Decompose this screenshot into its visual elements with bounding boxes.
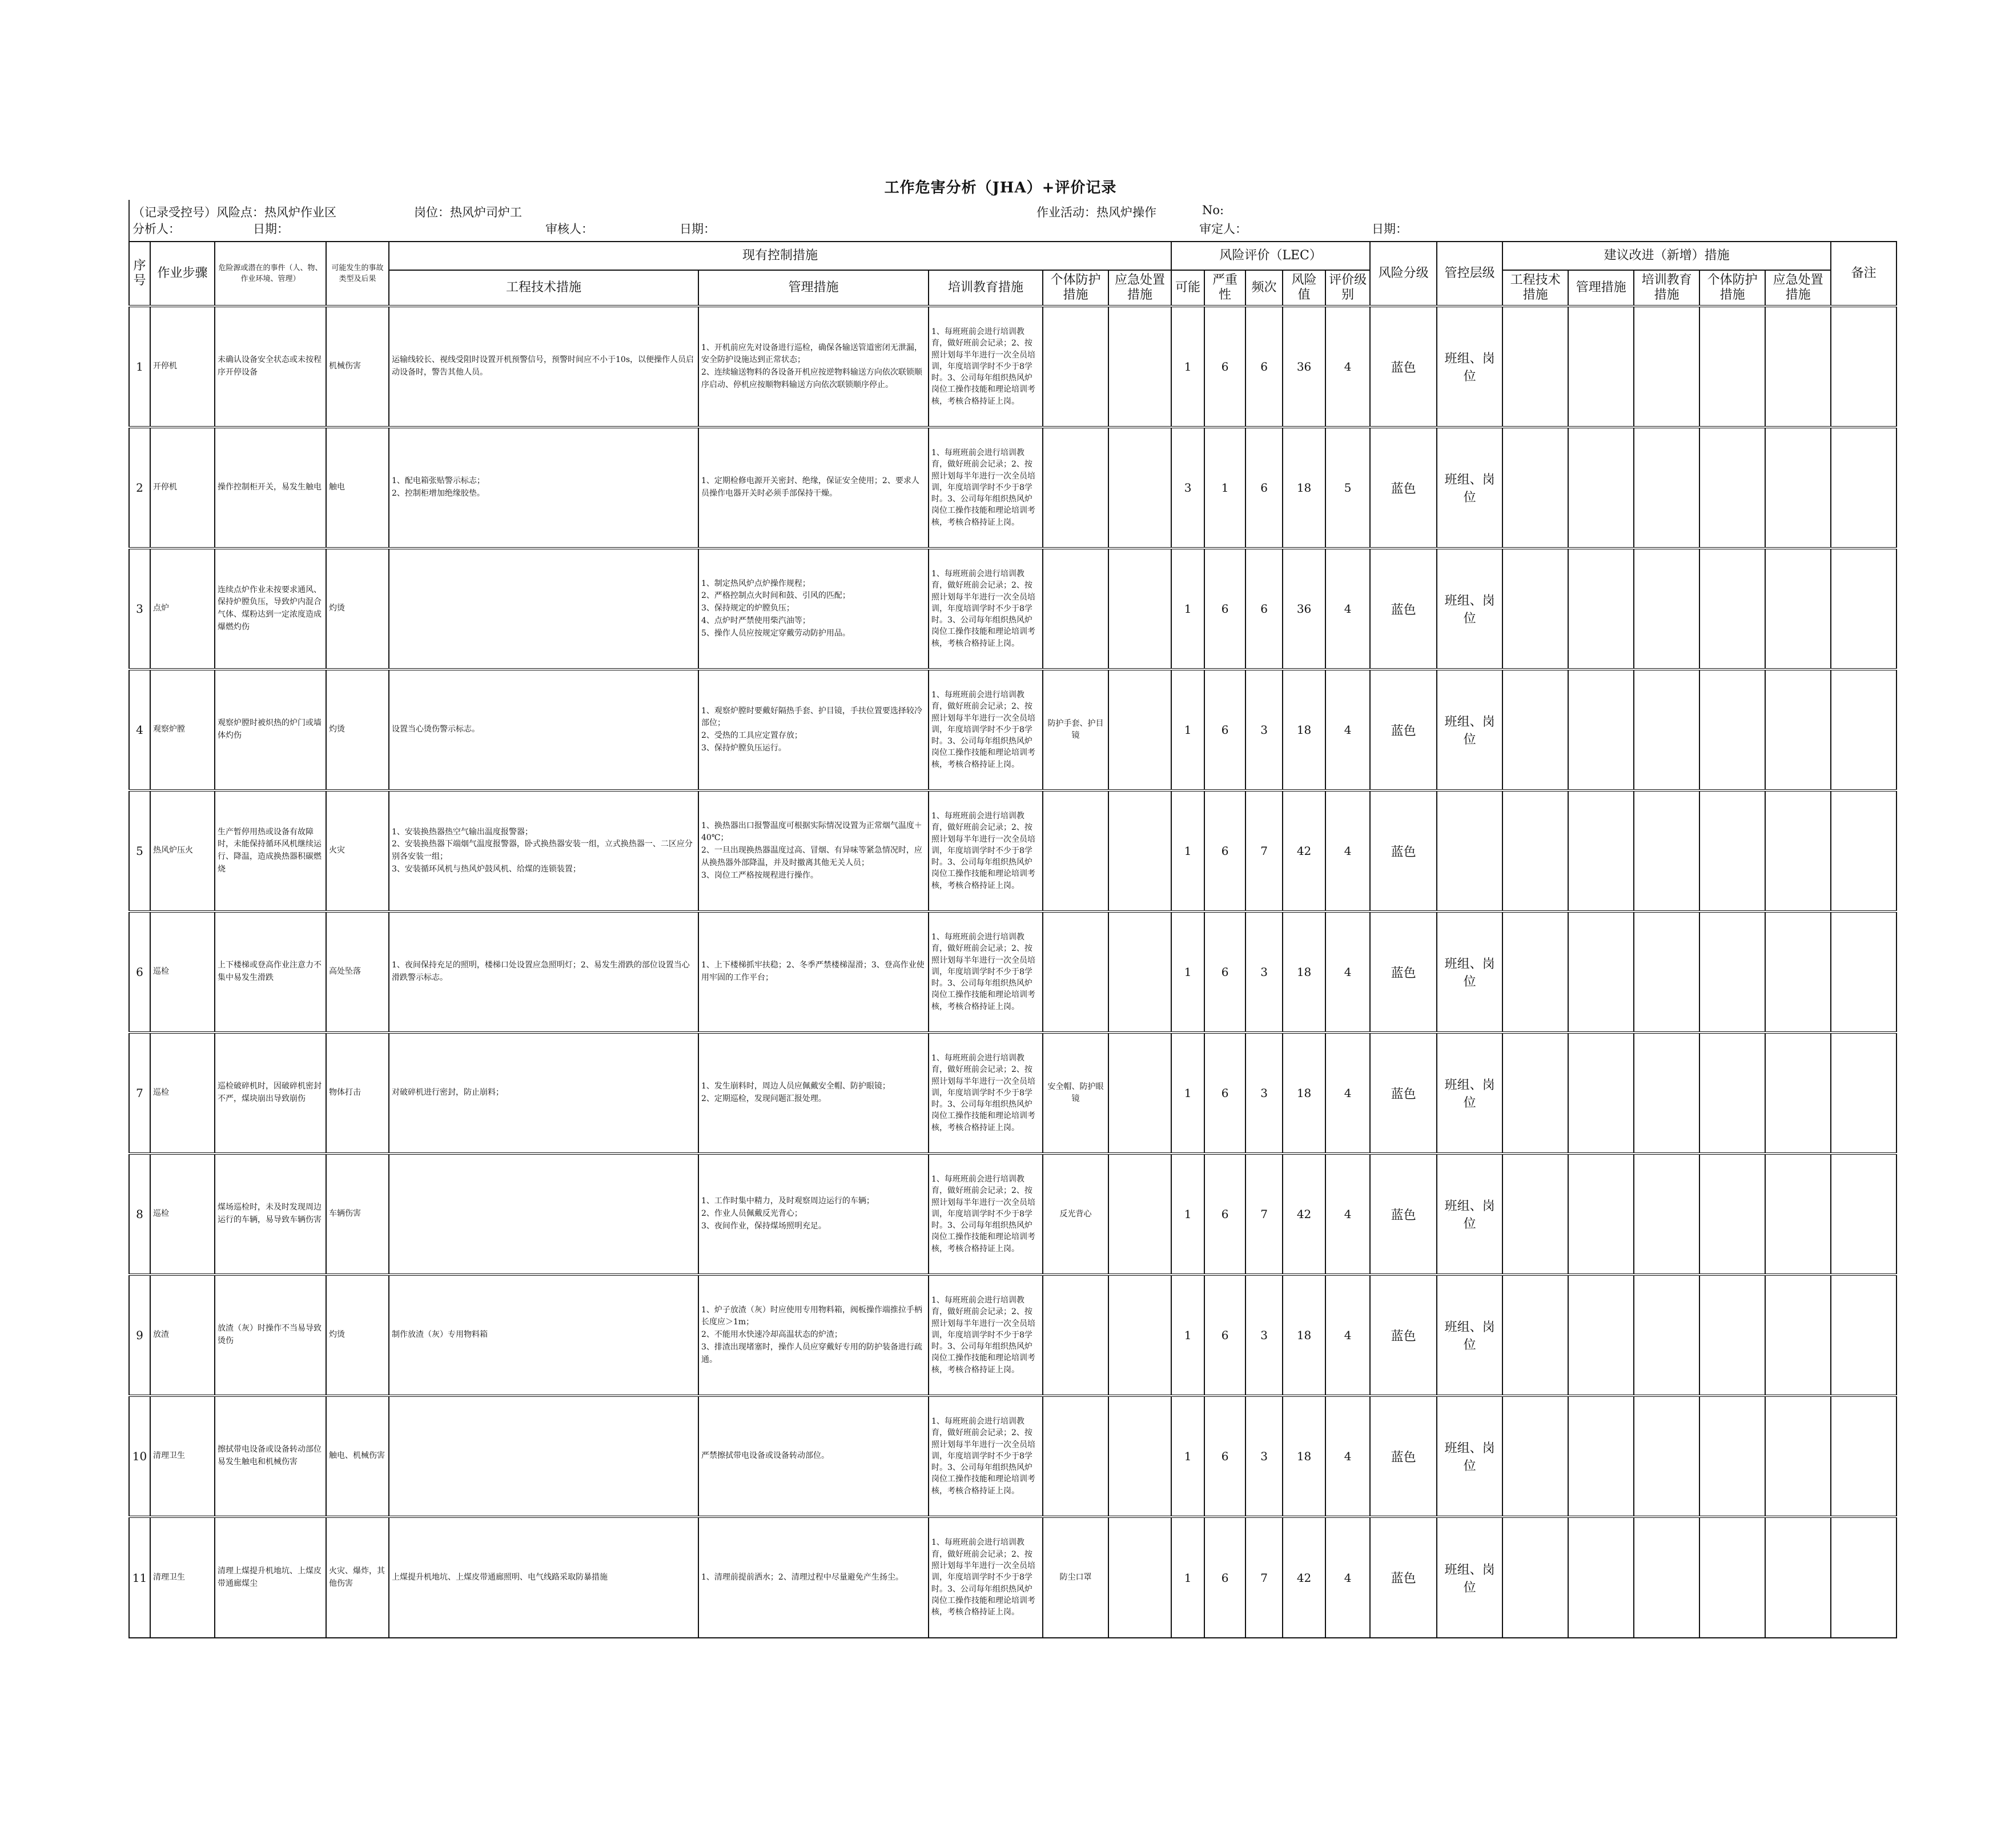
engineering-measures-cell: 设置当心烫伤警示标志。 [389,669,698,790]
activity-value: 热风炉操作 [1096,206,1156,219]
step-cell: 巡检 [150,1154,215,1275]
management-measures-cell: 1、清理前提前洒水；2、清理过程中尽量避免产生扬尘。 [698,1517,929,1638]
header-improve-emergency: 应急处置措施 [1765,270,1831,306]
hazard-cell: 清理上煤提升机地坑、上煤皮带通廊煤尘 [215,1517,326,1638]
risk-value-cell: 42 [1283,1517,1325,1638]
emergency-cell [1108,911,1171,1033]
risk-level-cell: 蓝色 [1370,1033,1437,1154]
frequency-cell: 6 [1245,427,1283,548]
risk-value-cell: 18 [1283,427,1325,548]
seq-cell: 1 [129,306,150,427]
improve-management-cell [1568,548,1634,669]
training-measures-cell: 1、每班班前会进行培训教育，做好班前会记录；2、按照计划每半年进行一次全员培训，年度培训学时不少于8学时。3、公司每年组织热风炉岗位工操作技能和理论培训考核，考核合格持证上岗。 [929,427,1043,548]
training-measures-cell: 1、每班班前会进行培训教育，做好班前会记录；2、按照计划每半年进行一次全员培训，年度培训学时不少于8学时。3、公司每年组织热风炉岗位工操作技能和理论培训考核，考核合格持证上岗。 [929,669,1043,790]
ppe-cell: 安全帽、防护眼镜 [1043,1033,1108,1154]
analyst-label: 分析人： [132,222,180,236]
improve-management-cell [1568,1396,1634,1517]
remarks-cell [1831,1033,1896,1154]
control-level-cell: 班组、岗位 [1437,548,1502,669]
likelihood-cell: 1 [1171,548,1204,669]
header-existing-emergency: 应急处置措施 [1108,270,1171,306]
risk-value-cell: 42 [1283,1154,1325,1275]
improve-management-cell [1568,790,1634,911]
severity-cell: 6 [1204,1517,1245,1638]
table-row [129,669,1896,790]
grade-cell: 4 [1325,669,1370,790]
hazard-cell: 巡检破碎机时，因破碎机密封不严，煤块崩出导致崩伤 [215,1033,326,1154]
emergency-cell [1108,1154,1171,1275]
header-improve-management: 管理措施 [1568,270,1634,306]
improve-emergency-cell [1765,669,1831,790]
grade-cell: 4 [1325,1033,1370,1154]
header-seq: 序号 [129,242,150,306]
control-level-cell [1437,790,1502,911]
step-cell: 放渣 [150,1275,215,1396]
improve-emergency-cell [1765,1033,1831,1154]
seq-cell: 4 [129,669,150,790]
engineering-measures-cell [389,1396,698,1517]
step-cell: 开停机 [150,306,215,427]
improve-emergency-cell [1765,911,1831,1033]
risk-level-cell: 蓝色 [1370,1154,1437,1275]
table-row [129,790,1896,911]
severity-cell: 6 [1204,790,1245,911]
table-row [129,911,1896,1033]
improve-management-cell [1568,911,1634,1033]
grade-cell: 4 [1325,306,1370,427]
improve-emergency-cell [1765,1154,1831,1275]
remarks-cell [1831,1154,1896,1275]
step-cell: 巡检 [150,911,215,1033]
engineering-measures-cell: 对破碎机进行密封，防止崩料； [389,1033,698,1154]
likelihood-cell: 1 [1171,1396,1204,1517]
improve-training-cell [1634,306,1699,427]
ppe-cell [1043,911,1108,1033]
frequency-cell: 7 [1245,1517,1283,1638]
improve-emergency-cell [1765,1396,1831,1517]
grade-cell: 4 [1325,548,1370,669]
improve-ppe-cell [1699,1033,1765,1154]
training-measures-cell: 1、每班班前会进行培训教育，做好班前会记录；2、按照计划每半年进行一次全员培训，年度培训学时不少于8学时。3、公司每年组织热风炉岗位工操作技能和理论培训考核，考核合格持证上岗。 [929,1033,1043,1154]
frequency-cell: 6 [1245,548,1283,669]
risk-value-cell: 42 [1283,790,1325,911]
management-measures-cell: 严禁擦拭带电设备或设备转动部位。 [698,1396,929,1517]
severity-cell: 6 [1204,548,1245,669]
improve-emergency-cell [1765,548,1831,669]
control-level-cell: 班组、岗位 [1437,1033,1502,1154]
table-row [129,306,1896,427]
ppe-cell [1043,306,1108,427]
consequence-cell: 触电、机械伤害 [326,1396,389,1517]
date3-label: 日期： [1372,222,1408,236]
emergency-cell [1108,1396,1171,1517]
seq-cell: 5 [129,790,150,911]
risk-level-cell: 蓝色 [1370,669,1437,790]
frequency-cell: 3 [1245,669,1283,790]
improve-engineering-cell [1502,790,1568,911]
hazard-cell: 上下楼梯或登高作业注意力不集中易发生滑跌 [215,911,326,1033]
left-rule [128,200,130,241]
control-level-cell: 班组、岗位 [1437,1517,1502,1638]
date2-label: 日期： [680,222,716,236]
improve-ppe-cell [1699,790,1765,911]
engineering-measures-cell [389,548,698,669]
frequency-cell: 7 [1245,790,1283,911]
engineering-measures-cell: 1、配电箱张贴警示标志； 2、控制柜增加绝缘胶垫。 [389,427,698,548]
ppe-cell [1043,548,1108,669]
consequence-cell: 触电 [326,427,389,548]
header-lec-severity: 严重性 [1204,270,1245,306]
header-lec-grade: 评价级别 [1325,270,1370,306]
activity-label: 作业活动： [1036,206,1096,219]
hazard-cell: 连续点炉作业未按要求通风、保持炉膛负压，导致炉内混合气体、煤粉达到一定浓度造成爆燃灼伤 [215,548,326,669]
likelihood-cell: 1 [1171,1275,1204,1396]
improve-management-cell [1568,1033,1634,1154]
step-cell: 清理卫生 [150,1517,215,1638]
frequency-cell: 3 [1245,1275,1283,1396]
hazard-cell: 煤场巡检时，未及时发现周边运行的车辆，易导致车辆伤害 [215,1154,326,1275]
risk-value-cell: 36 [1283,548,1325,669]
risk-level-cell: 蓝色 [1370,911,1437,1033]
remarks-cell [1831,1517,1896,1638]
frequency-cell: 3 [1245,1033,1283,1154]
risk-level-cell: 蓝色 [1370,1396,1437,1517]
improve-ppe-cell [1699,1396,1765,1517]
remarks-cell [1831,306,1896,427]
header-existing-engineering: 工程技术措施 [389,270,698,306]
consequence-cell: 机械伤害 [326,306,389,427]
table-row [129,427,1896,548]
likelihood-cell: 1 [1171,1154,1204,1275]
risk-point-value: 热风炉作业区 [264,206,336,219]
severity-cell: 6 [1204,669,1245,790]
header-existing-management: 管理措施 [698,270,929,306]
consequence-cell: 灼烫 [326,1275,389,1396]
severity-cell: 6 [1204,306,1245,427]
consequence-cell: 灼烫 [326,548,389,669]
emergency-cell [1108,669,1171,790]
severity-cell: 6 [1204,911,1245,1033]
risk-value-cell: 18 [1283,1396,1325,1517]
improve-engineering-cell [1502,1033,1568,1154]
header-improve-ppe: 个体防护措施 [1699,270,1765,306]
ppe-cell: 防尘口罩 [1043,1517,1108,1638]
grade-cell: 4 [1325,790,1370,911]
emergency-cell [1108,1275,1171,1396]
improve-engineering-cell [1502,1396,1568,1517]
improve-engineering-cell [1502,1275,1568,1396]
grade-cell: 4 [1325,1396,1370,1517]
management-measures-cell: 1、上下楼梯抓牢扶稳；2、冬季严禁楼梯湿滑；3、登高作业使用牢固的工作平台； [698,911,929,1033]
record-no: （记录受控号） [132,206,216,219]
control-level-cell: 班组、岗位 [1437,306,1502,427]
control-level-cell: 班组、岗位 [1437,427,1502,548]
emergency-cell [1108,548,1171,669]
emergency-cell [1108,1033,1171,1154]
risk-level-cell: 蓝色 [1370,548,1437,669]
seq-cell: 10 [129,1396,150,1517]
consequence-cell: 车辆伤害 [326,1154,389,1275]
emergency-cell [1108,1517,1171,1638]
management-measures-cell: 1、发生崩料时，周边人员应佩戴安全帽、防护眼镜； 2、定期巡检，发现问题汇报处理。 [698,1033,929,1154]
improve-emergency-cell [1765,306,1831,427]
ppe-cell: 防护手套、护目镜 [1043,669,1108,790]
improve-training-cell [1634,669,1699,790]
header-existing-ppe: 个体防护措施 [1043,270,1108,306]
hazard-cell: 操作控制柜开关，易发生触电 [215,427,326,548]
consequence-cell: 灼烫 [326,669,389,790]
likelihood-cell: 3 [1171,427,1204,548]
training-measures-cell: 1、每班班前会进行培训教育，做好班前会记录；2、按照计划每半年进行一次全员培训，年度培训学时不少于8学时。3、公司每年组织热风炉岗位工操作技能和理论培训考核，考核合格持证上岗。 [929,1154,1043,1275]
consequence-cell: 高处坠落 [326,911,389,1033]
no-field: No: [1202,203,1224,217]
table-row [129,1033,1896,1154]
remarks-cell [1831,790,1896,911]
risk-point-label: 风险点： [216,206,264,219]
header-lec-frequency: 频次 [1245,270,1283,306]
header-remarks: 备注 [1831,242,1896,306]
risk-value-cell: 18 [1283,911,1325,1033]
header-existing-training: 培训教育措施 [929,270,1043,306]
improve-emergency-cell [1765,790,1831,911]
risk-value-cell: 36 [1283,306,1325,427]
date1-label: 日期： [253,222,289,236]
improve-ppe-cell [1699,911,1765,1033]
improve-training-cell [1634,1396,1699,1517]
likelihood-cell: 1 [1171,790,1204,911]
likelihood-cell: 1 [1171,911,1204,1033]
post-label: 岗位： [414,206,450,219]
severity-cell: 6 [1204,1033,1245,1154]
improve-ppe-cell [1699,669,1765,790]
seq-cell: 8 [129,1154,150,1275]
seq-cell: 9 [129,1275,150,1396]
table-row [129,1154,1896,1275]
step-cell: 巡检 [150,1033,215,1154]
severity-cell: 6 [1204,1396,1245,1517]
hazard-cell: 未确认设备安全状态或未按程序开停设备 [215,306,326,427]
emergency-cell [1108,427,1171,548]
management-measures-cell: 1、炉子放渣（灰）时应使用专用物料箱，阀板操作端推拉手柄长度应＞1m； 2、不能用水快速冷却高温状态的炉渣； 3、排渣出现堵塞时，操作人员应穿戴好专用的防护装备进行疏通。 [698,1275,929,1396]
improve-training-cell [1634,427,1699,548]
improve-engineering-cell [1502,1517,1568,1638]
header-risk-level: 风险分级 [1370,242,1437,306]
frequency-cell: 7 [1245,1154,1283,1275]
engineering-measures-cell: 制作放渣（灰）专用物料箱 [389,1275,698,1396]
grade-cell: 4 [1325,1275,1370,1396]
improve-ppe-cell [1699,1517,1765,1638]
header-lec: 风险评价（LEC） [1171,242,1370,270]
management-measures-cell: 1、工作时集中精力，及时观察周边运行的车辆； 2、作业人员佩戴反光背心； 3、夜间作业，保持煤场照明充足。 [698,1154,929,1275]
remarks-cell [1831,427,1896,548]
frequency-cell: 6 [1245,306,1283,427]
step-cell: 清理卫生 [150,1396,215,1517]
remarks-cell [1831,1396,1896,1517]
likelihood-cell: 1 [1171,669,1204,790]
improve-training-cell [1634,1517,1699,1638]
improve-engineering-cell [1502,306,1568,427]
engineering-measures-cell: 运输线较长、视线受阻时设置开机预警信号，预警时间应不小于10s，以便操作人员启动设备时，警告其他人员。 [389,306,698,427]
table-row [129,548,1896,669]
improve-engineering-cell [1502,669,1568,790]
training-measures-cell: 1、每班班前会进行培训教育，做好班前会记录；2、按照计划每半年进行一次全员培训，年度培训学时不少于8学时。3、公司每年组织热风炉岗位工操作技能和理论培训考核，考核合格持证上岗。 [929,911,1043,1033]
improve-engineering-cell [1502,548,1568,669]
engineering-measures-cell [389,1154,698,1275]
management-measures-cell: 1、制定热风炉点炉操作规程； 2、严格控制点火时间和鼓、引风的匹配； 3、保持规定的炉膛负压； 4、点炉时严禁使用柴汽油等； 5、操作人员应按规定穿戴劳动防护用品。 [698,548,929,669]
improve-management-cell [1568,1154,1634,1275]
seq-cell: 7 [129,1033,150,1154]
step-cell: 热风炉压火 [150,790,215,911]
seq-cell: 2 [129,427,150,548]
risk-value-cell: 18 [1283,1275,1325,1396]
control-level-cell: 班组、岗位 [1437,1275,1502,1396]
step-cell: 开停机 [150,427,215,548]
control-level-cell: 班组、岗位 [1437,1396,1502,1517]
remarks-cell [1831,669,1896,790]
activity-field [1036,203,1156,220]
approver-label: 审定人： [1199,222,1247,236]
frequency-cell: 3 [1245,911,1283,1033]
grade-cell: 4 [1325,911,1370,1033]
risk-level-cell: 蓝色 [1370,306,1437,427]
improve-management-cell [1568,1517,1634,1638]
engineering-measures-cell: 上煤提升机地坑、上煤皮带通廊照明、电气线路采取防暴措施 [389,1517,698,1638]
risk-level-cell: 蓝色 [1370,790,1437,911]
emergency-cell [1108,790,1171,911]
post-field [414,203,522,220]
risk-level-cell: 蓝色 [1370,1275,1437,1396]
ppe-cell [1043,1396,1108,1517]
table-body [129,306,1896,1638]
seq-cell: 6 [129,911,150,1033]
step-cell: 点炉 [150,548,215,669]
training-measures-cell: 1、每班班前会进行培训教育，做好班前会记录；2、按照计划每半年进行一次全员培训，年度培训学时不少于8学时。3、公司每年组织热风炉岗位工操作技能和理论培训考核，考核合格持证上岗。 [929,1517,1043,1638]
control-level-cell: 班组、岗位 [1437,669,1502,790]
step-cell: 观察炉膛 [150,669,215,790]
improve-emergency-cell [1765,427,1831,548]
severity-cell: 6 [1204,1154,1245,1275]
improve-engineering-cell [1502,1154,1568,1275]
likelihood-cell: 1 [1171,1517,1204,1638]
management-measures-cell: 1、定期检修电源开关密封、绝缘，保证安全使用；2、要求人员操作电器开关时必须手部保持干燥。 [698,427,929,548]
improve-training-cell [1634,1275,1699,1396]
header-hazard: 危险源或潜在的事件（人、物、作业环境、管理） [215,242,326,306]
improve-training-cell [1634,790,1699,911]
frequency-cell: 3 [1245,1396,1283,1517]
header-improve-engineering: 工程技术措施 [1502,270,1568,306]
training-measures-cell: 1、每班班前会进行培训教育，做好班前会记录；2、按照计划每半年进行一次全员培训，年度培训学时不少于8学时。3、公司每年组织热风炉岗位工操作技能和理论培训考核，考核合格持证上岗。 [929,306,1043,427]
header-existing-measures: 现有控制措施 [389,242,1171,270]
management-measures-cell: 1、观察炉膛时要戴好隔热手套、护目镜，手扶位置要选择较冷部位； 2、受热的工具应定置存放； 3、保持炉膛负压运行。 [698,669,929,790]
header-lec-risk-value: 风险值 [1283,270,1325,306]
header-control-level: 管控层级 [1437,242,1502,306]
post-value: 热风炉司炉工 [450,206,522,219]
table-row [129,1275,1896,1396]
likelihood-cell: 1 [1171,306,1204,427]
improve-management-cell [1568,1275,1634,1396]
engineering-measures-cell: 1、夜间保持充足的照明，楼梯口处设置应急照明灯；2、易发生滑跌的部位设置当心滑跌警示标志。 [389,911,698,1033]
improve-training-cell [1634,1154,1699,1275]
improve-training-cell [1634,1033,1699,1154]
severity-cell: 6 [1204,1275,1245,1396]
improve-emergency-cell [1765,1517,1831,1638]
training-measures-cell: 1、每班班前会进行培训教育，做好班前会记录；2、按照计划每半年进行一次全员培训，年度培训学时不少于8学时。3、公司每年组织热风炉岗位工操作技能和理论培训考核，考核合格持证上岗。 [929,790,1043,911]
meta-line-1 [132,203,336,220]
improve-emergency-cell [1765,1275,1831,1396]
improve-training-cell [1634,548,1699,669]
hazard-cell: 擦拭带电设备或设备转动部位易发生触电和机械伤害 [215,1396,326,1517]
grade-cell: 4 [1325,1154,1370,1275]
seq-cell: 11 [129,1517,150,1638]
table-row [129,1396,1896,1517]
engineering-measures-cell: 1、安装换热器热空气输出温度报警器； 2、安装换热器下端烟气温度报警器，卧式换热器安装一组，立式换热器一、二区应分别各安装一组； 3、安装循环风机与热风炉鼓风机、给煤的连锁装置； [389,790,698,911]
improve-ppe-cell [1699,1275,1765,1396]
likelihood-cell: 1 [1171,1033,1204,1154]
improve-engineering-cell [1502,427,1568,548]
hazard-cell: 观察炉膛时被炽热的炉门或墙体灼伤 [215,669,326,790]
emergency-cell [1108,306,1171,427]
management-measures-cell: 1、换热器出口报警温度可根据实际情况设置为正常烟气温度＋40℃； 2、一旦出现换热器温度过高、冒烟、有异味等紧急情况时，应从换热器外部降温，并及时撤离其他无关人员； 3、岗位工严格按规程进行操作。 [698,790,929,911]
training-measures-cell: 1、每班班前会进行培训教育，做好班前会记录；2、按照计划每半年进行一次全员培训，年度培训学时不少于8学时。3、公司每年组织热风炉岗位工操作技能和理论培训考核，考核合格持证上岗。 [929,1275,1043,1396]
remarks-cell [1831,1275,1896,1396]
ppe-cell: 反光背心 [1043,1154,1108,1275]
header-lec-likelihood: 可能 [1171,270,1204,306]
improve-management-cell [1568,427,1634,548]
improve-ppe-cell [1699,548,1765,669]
ppe-cell [1043,427,1108,548]
risk-level-cell: 蓝色 [1370,1517,1437,1638]
remarks-cell [1831,911,1896,1033]
header-improve-training: 培训教育措施 [1634,270,1699,306]
header-improvement: 建议改进（新增）措施 [1502,242,1831,270]
risk-level-cell: 蓝色 [1370,427,1437,548]
jha-table [128,241,1897,1638]
improve-ppe-cell [1699,306,1765,427]
improve-training-cell [1634,911,1699,1033]
improve-engineering-cell [1502,911,1568,1033]
ppe-cell [1043,790,1108,911]
hazard-cell: 放渣（灰）时操作不当易导致烫伤 [215,1275,326,1396]
header-step: 作业步骤 [150,242,215,306]
improve-ppe-cell [1699,427,1765,548]
header-consequence: 可能发生的事故类型及后果 [326,242,389,306]
consequence-cell: 物体打击 [326,1033,389,1154]
grade-cell: 4 [1325,1517,1370,1638]
improve-management-cell [1568,306,1634,427]
seq-cell: 3 [129,548,150,669]
management-measures-cell: 1、开机前应先对设备进行巡检，确保各输送管道密闭无泄漏，安全防护设施达到正常状态； 2、连续输送物料的各设备开机应按逆物料输送方向依次联锁顺序启动、停机应按顺物料输送方向依次联锁顺序停止。 [698,306,929,427]
control-level-cell: 班组、岗位 [1437,1154,1502,1275]
remarks-cell [1831,548,1896,669]
control-level-cell: 班组、岗位 [1437,911,1502,1033]
ppe-cell [1043,1275,1108,1396]
consequence-cell: 火灾 [326,790,389,911]
risk-value-cell: 18 [1283,1033,1325,1154]
table-row [129,1517,1896,1638]
reviewer-label: 审核人： [545,222,593,236]
risk-value-cell: 18 [1283,669,1325,790]
hazard-cell: 生产暂停用热或设备有故障时，未能保持循环风机继续运行、降温，造成换热器积碳燃烧 [215,790,326,911]
grade-cell: 5 [1325,427,1370,548]
consequence-cell: 火灾、爆炸，其他伤害 [326,1517,389,1638]
improve-management-cell [1568,669,1634,790]
training-measures-cell: 1、每班班前会进行培训教育，做好班前会记录；2、按照计划每半年进行一次全员培训，年度培训学时不少于8学时。3、公司每年组织热风炉岗位工操作技能和理论培训考核，考核合格持证上岗。 [929,548,1043,669]
severity-cell: 1 [1204,427,1245,548]
document-title: 工作危害分析（JHA）+评价记录 [884,179,1117,196]
training-measures-cell: 1、每班班前会进行培训教育，做好班前会记录；2、按照计划每半年进行一次全员培训，年度培训学时不少于8学时。3、公司每年组织热风炉岗位工操作技能和理论培训考核，考核合格持证上岗。 [929,1396,1043,1517]
improve-ppe-cell [1699,1154,1765,1275]
